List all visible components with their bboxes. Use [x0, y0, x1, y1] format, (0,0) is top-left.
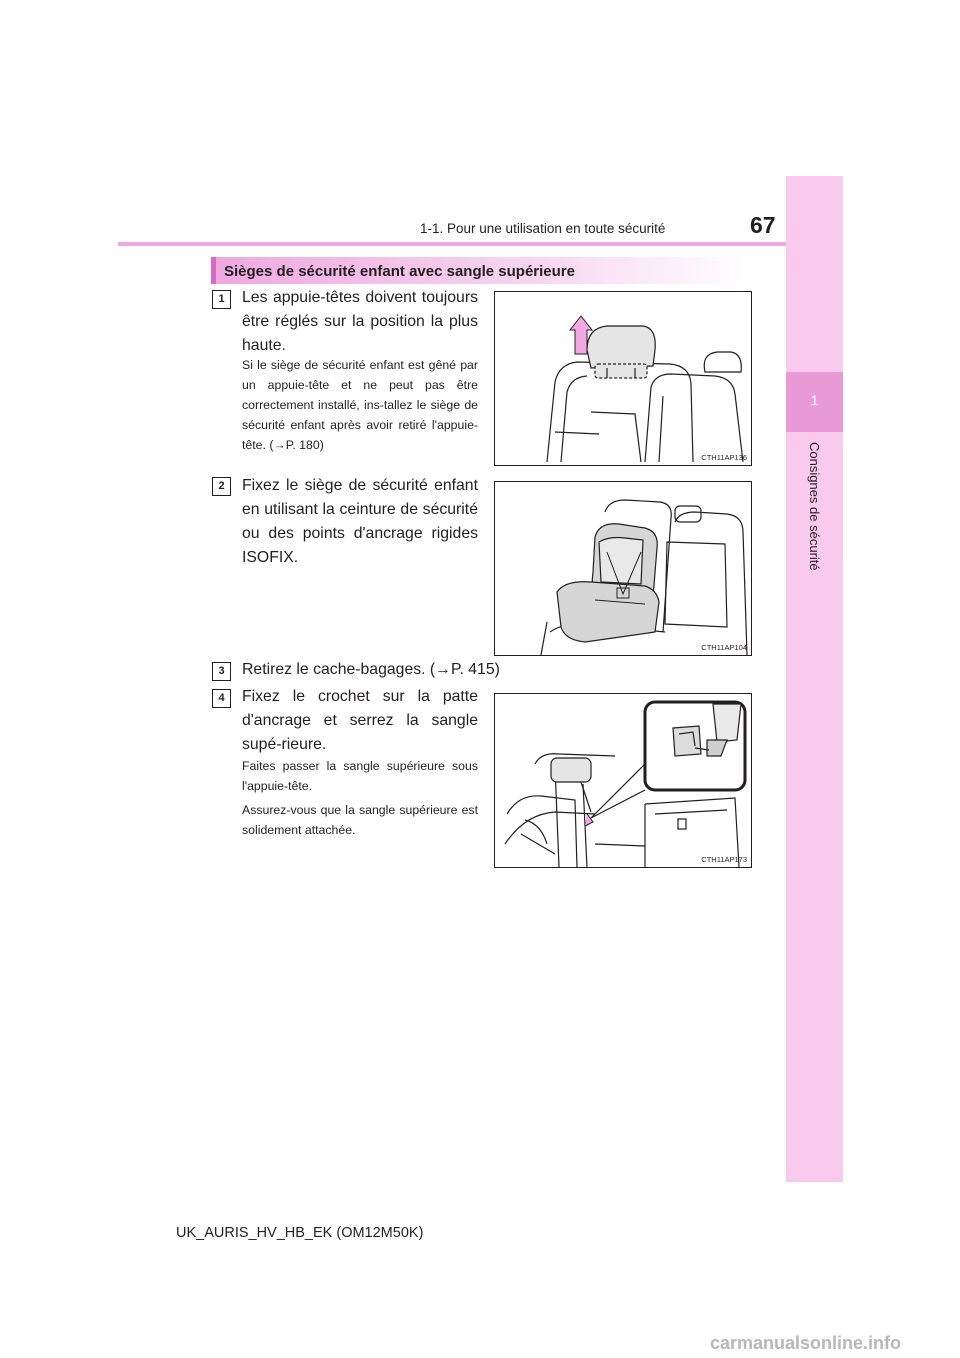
step-4-note-1: Faites passer la sangle supérieure sous l'appuie-tête.	[242, 759, 478, 793]
chapter-number: 1	[810, 392, 819, 408]
step-2-text: Fixez le siège de sécurité enfant en utilisant la ceinture de sécurité ou des points d'ancrage rigides ISOFIX.	[242, 477, 478, 566]
step-1-note: Si le siège de sécurité enfant est gêné par un appuie-tête et ne peut pas être correctement installé, ins-tallez le siège de sécurité enfant après avoir retiré l'appuie-tête. (→P. 180)	[242, 358, 478, 452]
chapter-side-strip	[786, 176, 843, 1182]
figure-child-seat	[494, 481, 752, 656]
step-1-text: Les appuie-têtes doivent toujours être réglés sur la position la plus haute.	[242, 289, 478, 354]
figure-code-2: CTH11AP104	[701, 643, 747, 652]
header-rule	[118, 242, 786, 246]
chapter-label: Consignes de sécurité	[807, 442, 822, 571]
step-4-note-2: Assurez-vous que la sangle supérieure est solidement attachée.	[242, 803, 478, 837]
page-number: 67	[750, 212, 776, 238]
headrest-illustration	[495, 292, 751, 465]
figure-code-1: CTH11AP136	[701, 453, 747, 462]
figure-headrest	[494, 291, 752, 466]
top-tether-illustration	[495, 694, 751, 867]
step-number-4: 4	[212, 689, 231, 708]
step-4-text: Fixez le crochet sur la patte d'ancrage et serrez la sangle supé-rieure.	[242, 688, 478, 753]
watermark: carmanualsonline.info	[710, 1333, 902, 1353]
model-code-footer: UK_AURIS_HV_HB_EK (OM12M50K)	[176, 1225, 424, 1241]
chapter-label-container	[786, 442, 843, 632]
step-3-text: Retirez le cache-bagages. (→P. 415)	[242, 661, 500, 678]
step-number-3: 3	[212, 662, 231, 681]
figure-top-tether	[494, 693, 752, 868]
figure-code-4: CTH11AP173	[701, 855, 747, 864]
child-seat-illustration	[495, 482, 751, 655]
running-header: 1-1. Pour une utilisation en toute sécurité	[420, 221, 666, 236]
step-number-1: 1	[212, 290, 231, 309]
step-number-2: 2	[212, 477, 231, 496]
section-title: Sièges de sécurité enfant avec sangle supérieure	[224, 263, 575, 280]
